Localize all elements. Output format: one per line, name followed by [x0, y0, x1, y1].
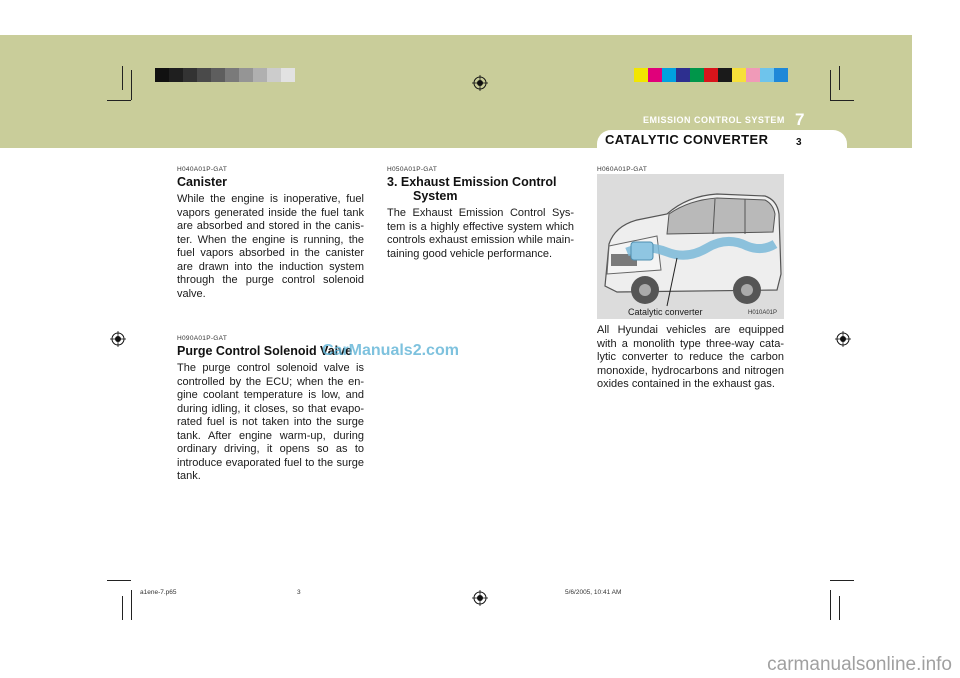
gray-swatch — [267, 68, 281, 82]
column-middle — [387, 166, 574, 261]
crop-mark — [131, 70, 132, 100]
color-swatch — [648, 68, 662, 82]
section-heading: Purge Control Solenoid Valve — [177, 344, 353, 358]
color-swatch — [774, 68, 788, 82]
color-swatch — [704, 68, 718, 82]
section-number: 7 — [795, 110, 805, 129]
crop-mark — [830, 580, 854, 581]
section-canister — [177, 166, 364, 301]
crop-mark — [830, 590, 831, 620]
registration-mark-icon — [835, 331, 851, 347]
crop-mark — [107, 580, 131, 581]
column-left — [177, 166, 364, 301]
site-watermark: carmanualsonline.info — [767, 654, 952, 675]
gray-swatch — [155, 68, 169, 82]
section-body: All Hyundai vehicles are equipped with a monolith type three-way cata-lytic converter to reduce the carbon monoxide, hydrocarbons and nitrogen oxides contained in the exhaust gas. — [597, 324, 784, 390]
crop-mark — [830, 100, 854, 101]
section-body: The Exhaust Emission Control Sys-tem is a highly effective system which controls exhaust emission while main-taining good vehicle performance. — [387, 207, 574, 260]
gray-swatch — [239, 68, 253, 82]
crop-mark — [107, 100, 131, 101]
footer-page: 3 — [297, 589, 301, 596]
color-swatch — [676, 68, 690, 82]
registration-mark-icon — [472, 590, 488, 606]
footer-file: a1ene-7.p65 — [140, 589, 177, 596]
gray-swatch — [183, 68, 197, 82]
color-swatch — [732, 68, 746, 82]
crop-mark — [131, 590, 132, 620]
gray-swatch — [211, 68, 225, 82]
tab-title: CATALYTIC CONVERTER — [605, 132, 769, 147]
heading-line: System — [413, 189, 458, 203]
watermark: CarManuals2.com — [322, 342, 459, 359]
color-swatch — [746, 68, 760, 82]
color-swatch — [690, 68, 704, 82]
figure-code: H010A01P — [748, 310, 778, 316]
footer-timestamp: 5/6/2005, 10:41 AM — [565, 589, 622, 596]
section-name: EMISSION CONTROL SYSTEM — [643, 115, 785, 125]
gray-swatch — [225, 68, 239, 82]
gray-swatch — [197, 68, 211, 82]
grayscale-swatch-bar — [155, 68, 295, 82]
column-right — [597, 324, 784, 392]
section-exhaust-emission — [387, 166, 574, 261]
section-code: H090A01P-GAT — [177, 335, 228, 342]
heading-line: 3. Exhaust Emission Control — [387, 175, 557, 189]
crop-mark — [839, 596, 840, 620]
van-icon — [597, 174, 784, 319]
gray-swatch — [253, 68, 267, 82]
color-swatch-bar — [634, 68, 788, 82]
page-number: 3 — [796, 137, 802, 148]
vehicle-illustration — [597, 174, 784, 319]
section-code: H050A01P-GAT — [387, 166, 438, 173]
color-swatch — [662, 68, 676, 82]
color-swatch — [634, 68, 648, 82]
section-heading — [387, 175, 574, 203]
crop-mark — [122, 596, 123, 620]
registration-mark-icon — [110, 331, 126, 347]
color-swatch — [760, 68, 774, 82]
section-code: H040A01P-GAT — [177, 166, 228, 173]
crop-mark — [830, 70, 831, 100]
figure-caption: Catalytic converter — [628, 307, 703, 317]
section-code: H060A01P-GAT — [597, 166, 648, 173]
color-swatch — [718, 68, 732, 82]
registration-mark-icon — [472, 75, 488, 91]
section-body: While the engine is inoperative, fuel vapors generated inside the fuel tank are absorbed and stored in the canis-ter. When the engine is running, the fuel vapors absorbed in the canister are drawn into the induction system through the purge control solenoid valve. — [177, 193, 364, 300]
gray-swatch — [169, 68, 183, 82]
crop-mark — [122, 66, 123, 90]
section-heading: Canister — [177, 175, 228, 189]
section-body: The purge control solenoid valve is controlled by the ECU; when the en-gine coolant temperature is low, and during idling, it closes, so that evapo-rated fuel is not taken into the surge tank. After engine warm-up, during ordinary driving, it opens so as to introduce evaporated fuel to the surge tank. — [177, 362, 364, 482]
crop-mark — [839, 66, 840, 90]
gray-swatch — [281, 68, 295, 82]
